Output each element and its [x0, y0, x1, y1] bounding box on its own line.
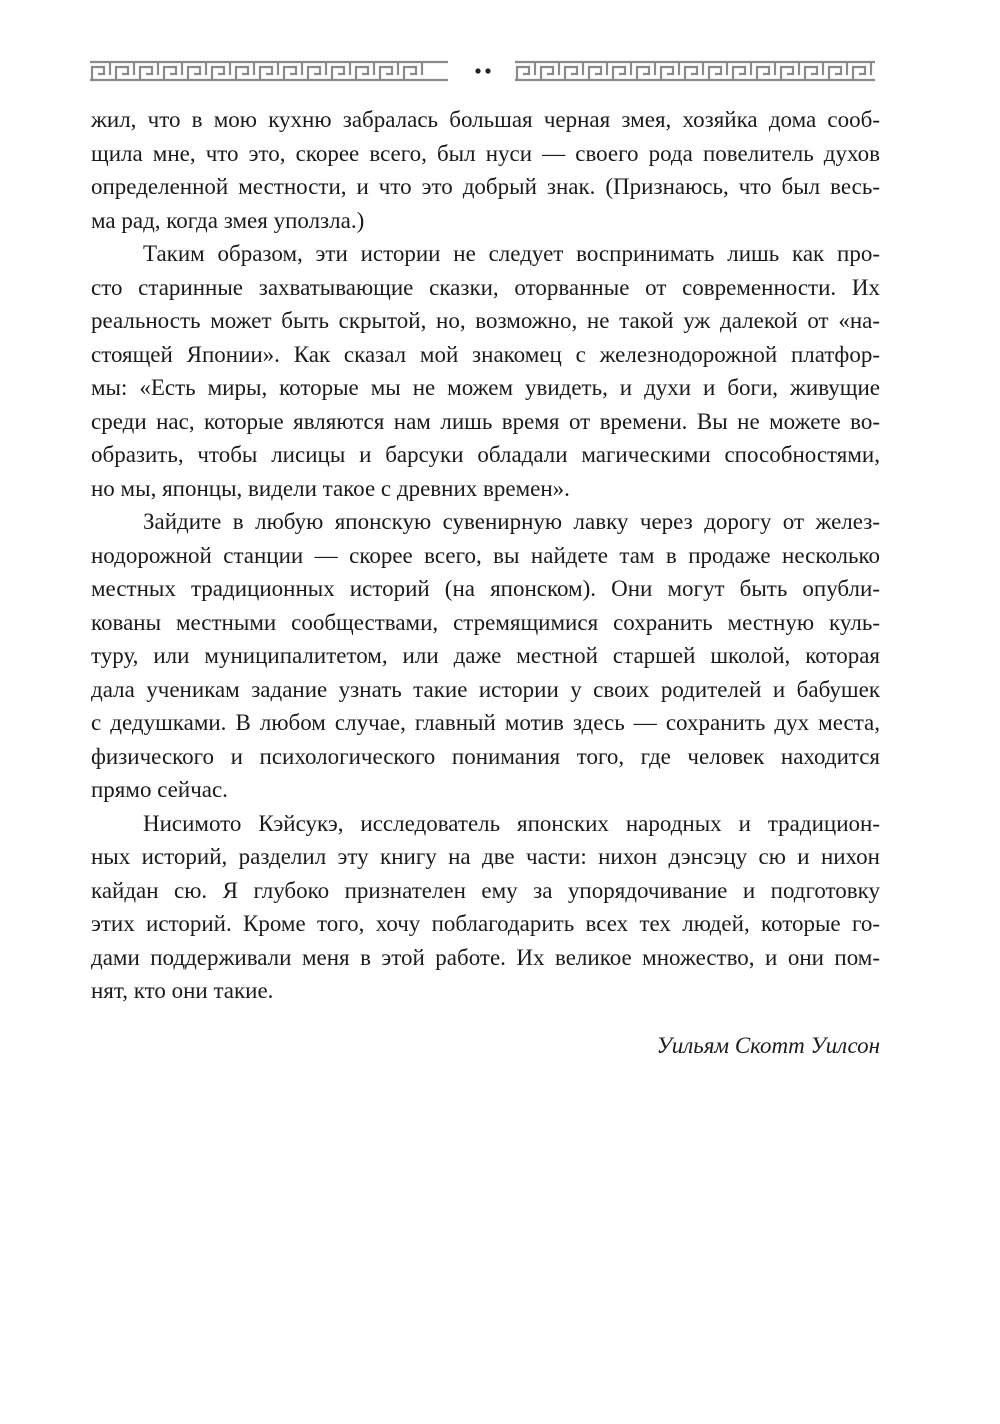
- text-line: реальность может быть скрытой, но, возможно, не такой уж далекой от «на-: [91, 308, 880, 333]
- text-line: физического и психологического понимания того, где человек находится: [91, 743, 880, 769]
- text-line: дала ученикам задание узнать такие истории у своих родителей и бабушек: [91, 676, 880, 702]
- paragraph: [91, 807, 880, 1008]
- text-line: этих историй. Кроме того, хочу поблагодарить всех тех людей, которые го-: [91, 911, 880, 936]
- text-line: кованы местными сообществами, стремящимися сохранить местную куль-: [91, 609, 880, 635]
- text-line: нят, кто они такие.: [91, 978, 274, 1003]
- text-line: дами поддерживали меня в этой работе. Их великое множество, и они пом-: [91, 944, 880, 970]
- text-line: жил, что в мою кухню забралась большая черная змея, хозяйка дома сооб-: [91, 107, 880, 132]
- text-line: мы: «Есть миры, которые мы не можем увидеть, и духи и боги, живущие: [91, 375, 880, 400]
- meander-border-left: [90, 62, 448, 80]
- text-line: Зайдите в любую японскую сувенирную лавку через дорогу от желез-: [143, 509, 880, 534]
- text-line: среди нас, которые являются нам лишь время от времени. Вы не можете во-: [91, 408, 880, 434]
- body-text: [91, 103, 880, 1008]
- text-line: туру, или муниципалитетом, или даже местной старшей школой, которая: [91, 643, 880, 668]
- text-line: но мы, японцы, видели такое с древних времен».: [91, 475, 570, 501]
- text-line: образить, чтобы лисицы и барсуки обладали магическими способностями,: [91, 442, 880, 467]
- text-line: прямо сейчас.: [91, 777, 228, 802]
- text-line: стоящей Японии». Как сказал мой знакомец с железнодорожной платфор-: [91, 341, 880, 367]
- text-line: Нисимото Кэйсукэ, исследователь японских народных и традицион-: [143, 810, 880, 836]
- text-line: ных историй, разделил эту книгу на две части: нихон дэнсэцу сю и нихон: [91, 844, 880, 869]
- paragraph: [91, 505, 880, 807]
- paragraph: [91, 103, 880, 237]
- text-line: щила мне, что это, скорее всего, был нуси — своего рода повелитель духов: [91, 140, 880, 166]
- text-line: сто старинные захватывающие сказки, оторванные от современности. Их: [91, 274, 880, 300]
- author-signature: Уильям Скотт Уилсон: [656, 1033, 880, 1058]
- center-dots-ornament: [475, 68, 490, 73]
- text-line: определенной местности, и что это добрый знак. (Признаюсь, что был весь-: [91, 174, 880, 199]
- meander-border-right: [515, 62, 875, 80]
- text-line: с дедушками. В любом случае, главный мотив здесь — сохранить дух места,: [91, 710, 880, 735]
- header-ornament: [90, 60, 880, 82]
- paragraph: [91, 237, 880, 505]
- text-line: нодорожной станции — скорее всего, вы найдете там в продаже несколько: [91, 542, 880, 568]
- text-line: Таким образом, эти истории не следует воспринимать лишь как про-: [143, 241, 880, 266]
- text-line: ма рад, когда змея уползла.): [91, 207, 365, 233]
- text-line: местных традиционных историй (на японском). Они могут быть опубли-: [91, 576, 880, 601]
- text-line: кайдан сю. Я глубоко признателен ему за упорядочивание и подготовку: [91, 877, 880, 903]
